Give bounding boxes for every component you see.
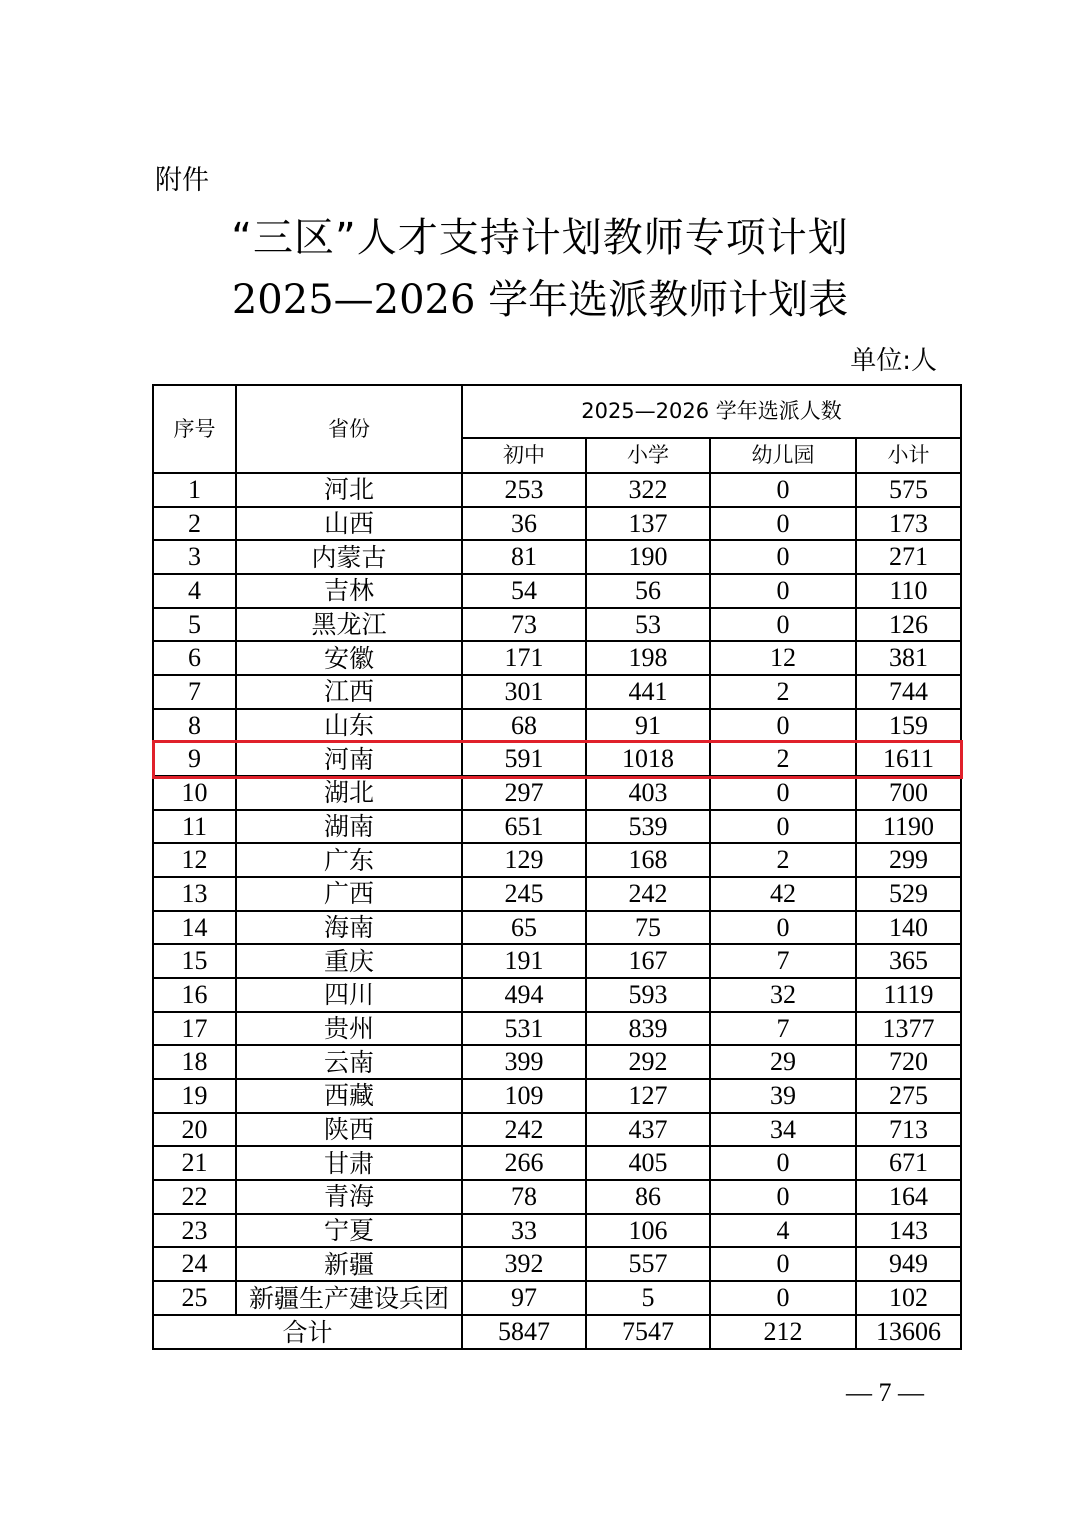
cell-junior: 33 (462, 1214, 586, 1248)
cell-subtotal: 126 (856, 608, 961, 642)
cell-junior: 242 (462, 1113, 586, 1147)
cell-index: 15 (153, 944, 236, 978)
cell-kindergarten: 0 (710, 1247, 856, 1281)
cell-kindergarten: 2 (710, 843, 856, 877)
cell-kindergarten: 4 (710, 1214, 856, 1248)
cell-subtotal: 713 (856, 1113, 961, 1147)
cell-primary: 437 (586, 1113, 710, 1147)
cell-province: 四川 (236, 978, 462, 1012)
cell-province: 新疆生产建设兵团 (236, 1281, 462, 1315)
header-primary: 小学 (586, 438, 710, 473)
cell-primary: 86 (586, 1180, 710, 1214)
cell-junior: 54 (462, 574, 586, 608)
cell-province: 云南 (236, 1045, 462, 1079)
table-row (153, 1146, 961, 1180)
cell-province: 河北 (236, 473, 462, 507)
cell-subtotal: 949 (856, 1247, 961, 1281)
header-province: 省份 (236, 385, 462, 473)
table-row (153, 574, 961, 608)
cell-primary: 190 (586, 540, 710, 574)
cell-kindergarten: 0 (710, 911, 856, 945)
total-subtotal: 13606 (856, 1315, 961, 1349)
cell-subtotal: 159 (856, 709, 961, 743)
cell-junior: 651 (462, 810, 586, 844)
cell-index: 18 (153, 1045, 236, 1079)
table-row (153, 507, 961, 541)
table-row (153, 911, 961, 945)
table-body (153, 473, 961, 1315)
cell-junior: 97 (462, 1281, 586, 1315)
cell-primary: 168 (586, 843, 710, 877)
cell-index: 14 (153, 911, 236, 945)
cell-province: 海南 (236, 911, 462, 945)
cell-kindergarten: 34 (710, 1113, 856, 1147)
cell-index: 10 (153, 776, 236, 810)
cell-primary: 441 (586, 675, 710, 709)
cell-province: 江西 (236, 675, 462, 709)
header-index: 序号 (153, 385, 236, 473)
cell-primary: 539 (586, 810, 710, 844)
cell-kindergarten: 29 (710, 1045, 856, 1079)
cell-kindergarten: 0 (710, 473, 856, 507)
cell-primary: 53 (586, 608, 710, 642)
cell-subtotal: 1190 (856, 810, 961, 844)
cell-junior: 171 (462, 641, 586, 675)
cell-subtotal: 164 (856, 1180, 961, 1214)
cell-index: 6 (153, 641, 236, 675)
table-row (153, 1214, 961, 1248)
cell-subtotal: 744 (856, 675, 961, 709)
cell-junior: 73 (462, 608, 586, 642)
cell-kindergarten: 39 (710, 1079, 856, 1113)
cell-index: 11 (153, 810, 236, 844)
cell-primary: 557 (586, 1247, 710, 1281)
cell-junior: 81 (462, 540, 586, 574)
cell-index: 19 (153, 1079, 236, 1113)
cell-subtotal: 271 (856, 540, 961, 574)
cell-index: 12 (153, 843, 236, 877)
cell-subtotal: 671 (856, 1146, 961, 1180)
cell-primary: 91 (586, 709, 710, 743)
table-row (153, 810, 961, 844)
cell-index: 24 (153, 1247, 236, 1281)
header-subtotal: 小计 (856, 438, 961, 473)
table-row (153, 877, 961, 911)
table-row (153, 675, 961, 709)
table-row (153, 1180, 961, 1214)
cell-index: 7 (153, 675, 236, 709)
cell-kindergarten: 0 (710, 540, 856, 574)
cell-primary: 137 (586, 507, 710, 541)
cell-primary: 403 (586, 776, 710, 810)
unit-label: 单位:人 (850, 346, 937, 376)
cell-kindergarten: 0 (710, 608, 856, 642)
table-row (153, 1247, 961, 1281)
cell-primary: 593 (586, 978, 710, 1012)
cell-index: 5 (153, 608, 236, 642)
cell-junior: 65 (462, 911, 586, 945)
page-title: “三区”人才支持计划教师专项计划 (231, 215, 849, 261)
cell-kindergarten: 0 (710, 1146, 856, 1180)
cell-junior: 266 (462, 1146, 586, 1180)
teacher-plan-table (152, 384, 962, 1350)
table-row (153, 473, 961, 507)
total-kindergarten: 212 (710, 1315, 856, 1349)
cell-junior: 531 (462, 1012, 586, 1046)
total-primary: 7547 (586, 1315, 710, 1349)
cell-kindergarten: 7 (710, 1012, 856, 1046)
table-row (153, 1012, 961, 1046)
cell-index: 1 (153, 473, 236, 507)
cell-province: 广东 (236, 843, 462, 877)
page-number: — 7 — (846, 1378, 924, 1407)
cell-junior: 392 (462, 1247, 586, 1281)
cell-primary: 405 (586, 1146, 710, 1180)
cell-province: 青海 (236, 1180, 462, 1214)
table-row (153, 709, 961, 743)
cell-subtotal: 299 (856, 843, 961, 877)
cell-index: 25 (153, 1281, 236, 1315)
cell-kindergarten: 0 (710, 507, 856, 541)
header-group: 2025—2026 学年选派人数 (462, 385, 961, 438)
cell-primary: 198 (586, 641, 710, 675)
page-subtitle: 2025—2026 学年选派教师计划表 (231, 277, 849, 323)
cell-province: 广西 (236, 877, 462, 911)
table-row (153, 776, 961, 810)
table-row (153, 944, 961, 978)
cell-kindergarten: 32 (710, 978, 856, 1012)
cell-kindergarten: 0 (710, 1281, 856, 1315)
table-row (153, 1113, 961, 1147)
cell-province: 贵州 (236, 1012, 462, 1046)
table-row (153, 978, 961, 1012)
table-row (153, 843, 961, 877)
table-row (153, 1079, 961, 1113)
cell-junior: 399 (462, 1045, 586, 1079)
cell-junior: 591 (462, 742, 586, 776)
cell-subtotal: 700 (856, 776, 961, 810)
header-junior: 初中 (462, 438, 586, 473)
cell-province: 西藏 (236, 1079, 462, 1113)
table-row (153, 641, 961, 675)
cell-province: 内蒙古 (236, 540, 462, 574)
header-kindergarten: 幼儿园 (710, 438, 856, 473)
cell-index: 9 (153, 742, 236, 776)
cell-subtotal: 1119 (856, 978, 961, 1012)
cell-junior: 301 (462, 675, 586, 709)
cell-subtotal: 143 (856, 1214, 961, 1248)
cell-kindergarten: 12 (710, 641, 856, 675)
cell-province: 宁夏 (236, 1214, 462, 1248)
cell-kindergarten: 0 (710, 574, 856, 608)
cell-province: 新疆 (236, 1247, 462, 1281)
cell-index: 20 (153, 1113, 236, 1147)
cell-province: 黑龙江 (236, 608, 462, 642)
cell-primary: 75 (586, 911, 710, 945)
cell-subtotal: 575 (856, 473, 961, 507)
cell-junior: 191 (462, 944, 586, 978)
total-junior: 5847 (462, 1315, 586, 1349)
cell-subtotal: 381 (856, 641, 961, 675)
cell-junior: 129 (462, 843, 586, 877)
cell-kindergarten: 0 (710, 776, 856, 810)
cell-index: 13 (153, 877, 236, 911)
cell-index: 4 (153, 574, 236, 608)
cell-index: 8 (153, 709, 236, 743)
total-label: 合计 (153, 1315, 462, 1349)
cell-subtotal: 365 (856, 944, 961, 978)
cell-index: 17 (153, 1012, 236, 1046)
cell-subtotal: 173 (856, 507, 961, 541)
total-row (153, 1315, 961, 1349)
cell-kindergarten: 0 (710, 709, 856, 743)
cell-junior: 253 (462, 473, 586, 507)
cell-subtotal: 140 (856, 911, 961, 945)
cell-index: 23 (153, 1214, 236, 1248)
cell-junior: 245 (462, 877, 586, 911)
cell-primary: 56 (586, 574, 710, 608)
cell-province: 湖北 (236, 776, 462, 810)
cell-junior: 109 (462, 1079, 586, 1113)
highlight-box (152, 740, 963, 779)
table-row (153, 540, 961, 574)
cell-kindergarten: 2 (710, 675, 856, 709)
cell-province: 安徽 (236, 641, 462, 675)
cell-kindergarten: 0 (710, 810, 856, 844)
cell-junior: 78 (462, 1180, 586, 1214)
cell-province: 河南 (236, 742, 462, 776)
cell-primary: 5 (586, 1281, 710, 1315)
cell-subtotal: 1611 (856, 742, 961, 776)
table-row (153, 1045, 961, 1079)
cell-province: 吉林 (236, 574, 462, 608)
cell-province: 重庆 (236, 944, 462, 978)
cell-kindergarten: 42 (710, 877, 856, 911)
cell-index: 2 (153, 507, 236, 541)
cell-primary: 322 (586, 473, 710, 507)
cell-province: 甘肃 (236, 1146, 462, 1180)
cell-primary: 127 (586, 1079, 710, 1113)
cell-primary: 292 (586, 1045, 710, 1079)
table-row (153, 1281, 961, 1315)
cell-kindergarten: 2 (710, 742, 856, 776)
cell-primary: 242 (586, 877, 710, 911)
attachment-label: 附件 (155, 165, 209, 196)
cell-kindergarten: 7 (710, 944, 856, 978)
cell-junior: 297 (462, 776, 586, 810)
table-row (153, 608, 961, 642)
cell-index: 22 (153, 1180, 236, 1214)
cell-junior: 36 (462, 507, 586, 541)
cell-province: 山西 (236, 507, 462, 541)
cell-subtotal: 102 (856, 1281, 961, 1315)
cell-index: 3 (153, 540, 236, 574)
cell-junior: 68 (462, 709, 586, 743)
cell-index: 21 (153, 1146, 236, 1180)
cell-subtotal: 110 (856, 574, 961, 608)
cell-province: 陕西 (236, 1113, 462, 1147)
cell-kindergarten: 0 (710, 1180, 856, 1214)
cell-primary: 106 (586, 1214, 710, 1248)
cell-junior: 494 (462, 978, 586, 1012)
cell-subtotal: 1377 (856, 1012, 961, 1046)
cell-index: 16 (153, 978, 236, 1012)
cell-province: 湖南 (236, 810, 462, 844)
cell-primary: 839 (586, 1012, 710, 1046)
cell-subtotal: 275 (856, 1079, 961, 1113)
cell-primary: 1018 (586, 742, 710, 776)
cell-subtotal: 720 (856, 1045, 961, 1079)
cell-primary: 167 (586, 944, 710, 978)
cell-subtotal: 529 (856, 877, 961, 911)
cell-province: 山东 (236, 709, 462, 743)
